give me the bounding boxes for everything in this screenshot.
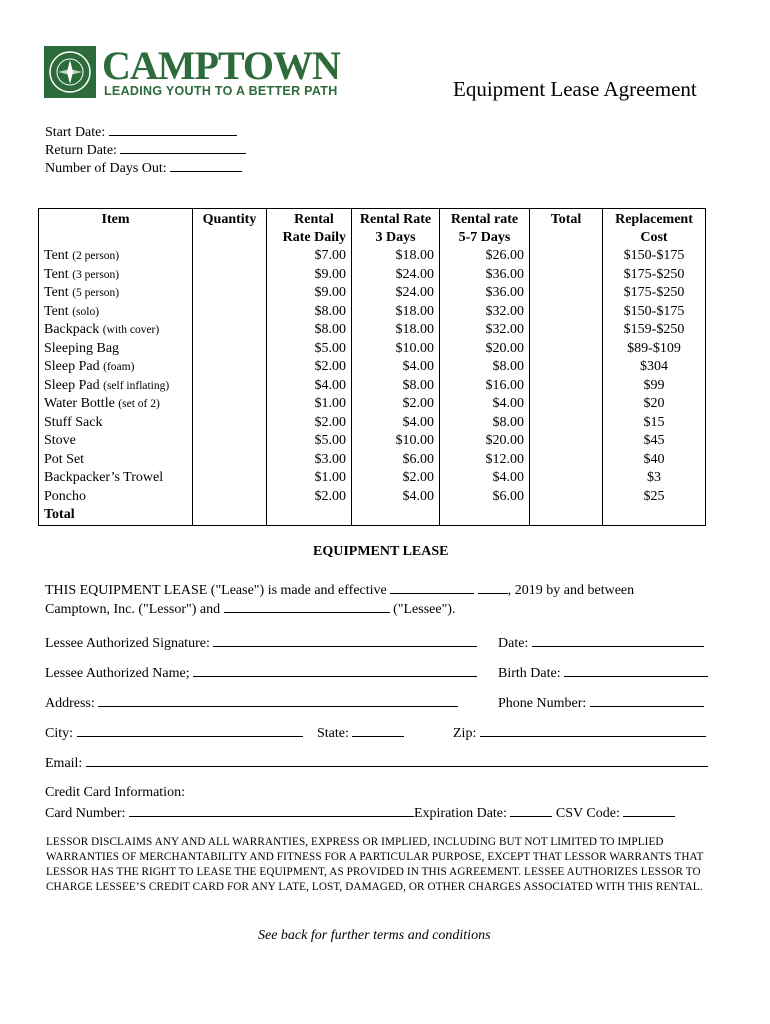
return-date-line <box>120 139 246 154</box>
email-field[interactable]: Email: <box>45 752 708 772</box>
total-cell[interactable] <box>530 284 603 303</box>
quantity-cell[interactable] <box>193 358 267 377</box>
replacement-cost-cell: $175-$250 <box>603 284 706 303</box>
item-cell <box>39 377 193 396</box>
total-cell[interactable] <box>530 377 603 396</box>
item-name: Poncho <box>44 488 86 504</box>
page-title: Equipment Lease Agreement <box>453 77 697 101</box>
table-row <box>39 303 706 322</box>
signature-field[interactable]: Lessee Authorized Signature: <box>45 632 477 652</box>
quantity-total-cell[interactable] <box>193 506 267 525</box>
daily-rate-cell: $5.00 <box>267 432 352 451</box>
lease-paragraph-line1: THIS EQUIPMENT LEASE ("Lease") is made and effective , 2019 by and between <box>45 579 634 599</box>
item-name: Water Bottle <box>44 396 115 411</box>
daily-rate-cell: $1.00 <box>267 469 352 488</box>
table-row <box>39 284 706 303</box>
daily-rate-cell: $8.00 <box>267 321 352 340</box>
quantity-cell[interactable] <box>193 321 267 340</box>
rate-3days-cell: $4.00 <box>352 358 440 377</box>
rate-5-7days-cell: $26.00 <box>440 247 530 266</box>
logo-wordmark: CAMPTOWN <box>102 43 340 88</box>
rate-5-7days-cell: $36.00 <box>440 266 530 285</box>
item-name: Backpack <box>44 322 100 337</box>
quantity-cell[interactable] <box>193 414 267 433</box>
effective-day-line[interactable] <box>478 579 508 594</box>
rate-5-7days-cell: $32.00 <box>440 321 530 340</box>
zip-line[interactable] <box>480 722 706 737</box>
zip-field[interactable]: Zip: <box>453 722 706 742</box>
item-note: (3 person) <box>72 268 120 281</box>
item-note: (with cover) <box>102 324 160 336</box>
authorized-name-field[interactable]: Lessee Authorized Name; <box>45 662 477 682</box>
rate-5-7days-cell: $36.00 <box>440 284 530 303</box>
warranty-disclaimer: LESSOR DISCLAIMS ANY AND ALL WARRANTIES, EXPRESS OR IMPLIED, INCLUDING BUT NOT LIMITED TO IMPLIED WARRANTIES OF MERCHANTABILITY AND FITNESS FOR A PARTICULAR PURPOSE, EXCEPT THAT LESSOR WARRANTS THAT LESSOR HAS THE RIGHT TO LEASE THE EQUIPMENT, AS PROVIDED IN THIS AGREEMENT. LESSEE AUTHORIZES LESSOR TO CHARGE LESSEE’S CREDIT CARD FOR ANY LATE, LOST, DAMAGED, OR OTHER CHARGES ASSOCIATED WITH THIS RENTAL. <box>46 836 704 893</box>
rate-5-7days-cell: $16.00 <box>440 377 530 396</box>
daily-rate-cell: $8.00 <box>267 303 352 322</box>
rental-table <box>38 208 706 526</box>
lessee-name-line[interactable] <box>224 598 390 613</box>
rate-3days-cell: $24.00 <box>352 284 440 303</box>
birth-date-line[interactable] <box>564 662 708 677</box>
rate-3days-cell: $10.00 <box>352 340 440 359</box>
item-name: Backpacker’s Trowel <box>44 470 164 485</box>
state-line[interactable] <box>352 722 404 737</box>
footer-note: See back for further terms and conditions <box>258 928 491 943</box>
signature-line[interactable] <box>213 632 477 647</box>
table-row <box>39 321 706 340</box>
replacement-cost-cell: $150-$175 <box>603 247 706 266</box>
grand-total-cell[interactable] <box>530 506 603 525</box>
daily-rate-cell: $2.00 <box>267 414 352 433</box>
state-field[interactable]: State: <box>317 722 404 742</box>
item-cell <box>39 358 193 377</box>
table-row <box>39 451 706 470</box>
total-cell[interactable] <box>530 395 603 414</box>
item-cell <box>39 432 193 451</box>
item-cell <box>39 247 193 266</box>
rate-3days-cell: $10.00 <box>352 432 440 451</box>
quantity-cell[interactable] <box>193 488 267 507</box>
table-row <box>39 266 706 285</box>
item-name: Sleeping Bag <box>44 340 120 356</box>
date-field[interactable]: Date: <box>498 632 704 652</box>
item-name: Tent <box>44 248 69 263</box>
daily-rate-cell: $1.00 <box>267 395 352 414</box>
item-cell <box>39 488 193 507</box>
email-line[interactable] <box>86 752 708 767</box>
quantity-cell[interactable] <box>193 395 267 414</box>
table-row <box>39 247 706 266</box>
item-note: (2 person) <box>72 250 120 262</box>
table-row <box>39 432 706 451</box>
replacement-cost-cell: $304 <box>603 358 706 377</box>
effective-date-line[interactable] <box>390 579 474 594</box>
daily-rate-cell: $2.00 <box>267 488 352 507</box>
return-date-label: Return Date: <box>45 143 117 158</box>
quantity-cell[interactable] <box>193 247 267 266</box>
table-row <box>39 377 706 396</box>
days-out-line <box>170 157 242 172</box>
rate-5-7days-cell: $8.00 <box>440 358 530 377</box>
replacement-cost-cell: $175-$250 <box>603 266 706 285</box>
col-quantity: Quantity <box>193 209 267 248</box>
lease-paragraph-line2: Camptown, Inc. ("Lessor") and ("Lessee"). <box>45 598 455 618</box>
item-name: Stuff Sack <box>44 414 103 430</box>
table-row <box>39 395 706 414</box>
expiration-date-line[interactable] <box>510 802 552 817</box>
rate-5-7days-cell: $4.00 <box>440 395 530 414</box>
daily-rate-cell: $9.00 <box>267 266 352 285</box>
replacement-cost-cell: $3 <box>603 469 706 488</box>
col-total: Total <box>530 209 603 248</box>
rate-3days-cell: $18.00 <box>352 303 440 322</box>
item-name: Stove <box>44 433 76 448</box>
item-cell <box>39 266 193 285</box>
daily-rate-cell: $3.00 <box>267 451 352 470</box>
quantity-cell[interactable] <box>193 340 267 359</box>
rate-3days-cell: $2.00 <box>352 395 440 414</box>
item-name: Sleep Pad <box>44 359 100 374</box>
replacement-cost-cell: $45 <box>603 432 706 451</box>
item-cell <box>39 451 193 470</box>
quantity-cell[interactable] <box>193 284 267 303</box>
item-cell <box>39 469 193 488</box>
card-number-field[interactable]: Card Number: Expiration Date: CSV Code: <box>45 802 675 822</box>
col-rate-3days: Rental Rate 3 Days <box>352 209 440 248</box>
date-line[interactable] <box>532 632 704 647</box>
item-cell <box>39 340 193 359</box>
replacement-cost-cell: $40 <box>603 451 706 470</box>
phone-line[interactable] <box>590 692 704 707</box>
days-out-field[interactable] <box>45 157 242 177</box>
rate-3days-cell: $18.00 <box>352 247 440 266</box>
total-cell[interactable] <box>530 303 603 322</box>
quantity-cell[interactable] <box>193 432 267 451</box>
table-row <box>39 358 706 377</box>
daily-rate-cell: $5.00 <box>267 340 352 359</box>
replacement-cost-cell: $25 <box>603 488 706 507</box>
col-rate-5-7days: Rental rate 5-7 Days <box>440 209 530 248</box>
quantity-cell[interactable] <box>193 303 267 322</box>
item-note: (solo) <box>72 305 100 318</box>
csv-code-line[interactable] <box>623 802 675 817</box>
table-row <box>39 469 706 488</box>
item-cell <box>39 321 193 340</box>
quantity-cell[interactable] <box>193 377 267 396</box>
total-cell[interactable] <box>530 358 603 377</box>
days-out-label: Number of Days Out: <box>45 161 167 176</box>
rate-3days-cell: $4.00 <box>352 414 440 433</box>
item-note: (self inflating) <box>103 379 170 392</box>
rate-5-7days-cell: $32.00 <box>440 303 530 322</box>
rate-3days-cell: $24.00 <box>352 266 440 285</box>
replacement-cost-cell: $99 <box>603 377 706 396</box>
rate-5-7days-cell: $8.00 <box>440 414 530 433</box>
item-note: (5 person) <box>72 287 120 299</box>
table-row <box>39 488 706 507</box>
table-row <box>39 340 706 359</box>
total-cell[interactable] <box>530 340 603 359</box>
replacement-cost-cell: $15 <box>603 414 706 433</box>
quantity-cell[interactable] <box>193 469 267 488</box>
total-cell[interactable] <box>530 247 603 266</box>
total-cell[interactable] <box>530 432 603 451</box>
camptown-logo <box>44 43 340 102</box>
replacement-cost-cell: $159-$250 <box>603 321 706 340</box>
total-label: Total <box>39 506 193 525</box>
start-date-line <box>109 121 237 136</box>
lease-section-title: EQUIPMENT LEASE <box>313 544 449 559</box>
total-cell[interactable] <box>530 321 603 340</box>
address-line[interactable] <box>98 692 458 707</box>
item-cell <box>39 284 193 303</box>
rate-3days-cell: $8.00 <box>352 377 440 396</box>
replacement-cost-cell: $89-$109 <box>603 340 706 359</box>
item-cell <box>39 303 193 322</box>
item-note: (foam) <box>103 361 135 373</box>
rate-3days-cell: $2.00 <box>352 469 440 488</box>
daily-rate-cell: $4.00 <box>267 377 352 396</box>
rate-5-7days-cell: $6.00 <box>440 488 530 507</box>
rate-3days-cell: $4.00 <box>352 488 440 507</box>
daily-rate-cell: $7.00 <box>267 247 352 266</box>
item-name: Tent <box>44 285 69 300</box>
quantity-cell[interactable] <box>193 266 267 285</box>
total-cell[interactable] <box>530 469 603 488</box>
rate-5-7days-cell: $12.00 <box>440 451 530 470</box>
city-line[interactable] <box>77 722 303 737</box>
table-total-row <box>39 506 706 525</box>
item-name: Sleep Pad <box>44 377 100 393</box>
item-name: Pot Set <box>44 451 85 467</box>
rate-3days-cell: $18.00 <box>352 321 440 340</box>
rate-5-7days-cell: $20.00 <box>440 432 530 451</box>
authorized-name-line[interactable] <box>193 662 477 677</box>
replacement-cost-cell: $150-$175 <box>603 303 706 322</box>
item-note: (set of 2) <box>118 398 160 410</box>
item-cell <box>39 414 193 433</box>
logo-tagline: LEADING YOUTH TO A BETTER PATH <box>104 84 338 98</box>
city-field[interactable]: City: <box>45 722 303 742</box>
card-number-line[interactable] <box>129 802 414 817</box>
table-row <box>39 414 706 433</box>
item-name: Tent <box>44 303 69 319</box>
total-cell[interactable] <box>530 451 603 470</box>
daily-rate-cell: $2.00 <box>267 358 352 377</box>
phone-field[interactable]: Phone Number: <box>498 692 704 712</box>
rate-3days-cell: $6.00 <box>352 451 440 470</box>
address-field[interactable]: Address: <box>45 692 458 712</box>
replacement-cost-cell: $20 <box>603 395 706 414</box>
return-date-field[interactable] <box>45 139 246 159</box>
quantity-cell[interactable] <box>193 451 267 470</box>
total-cell[interactable] <box>530 414 603 433</box>
daily-rate-cell: $9.00 <box>267 284 352 303</box>
start-date-label: Start Date: <box>45 125 106 140</box>
credit-card-heading: Credit Card Information: <box>45 785 185 800</box>
total-cell[interactable] <box>530 488 603 507</box>
birth-date-field[interactable]: Birth Date: <box>498 662 708 682</box>
rate-5-7days-cell: $4.00 <box>440 469 530 488</box>
total-cell[interactable] <box>530 266 603 285</box>
start-date-field[interactable] <box>45 121 237 141</box>
item-cell <box>39 395 193 414</box>
col-rental-daily: Rental Rate Daily <box>267 209 352 248</box>
rate-5-7days-cell: $20.00 <box>440 340 530 359</box>
col-replacement-cost: Replacement Cost <box>603 209 706 248</box>
item-name: Tent <box>44 266 69 282</box>
col-item: Item <box>39 209 193 248</box>
